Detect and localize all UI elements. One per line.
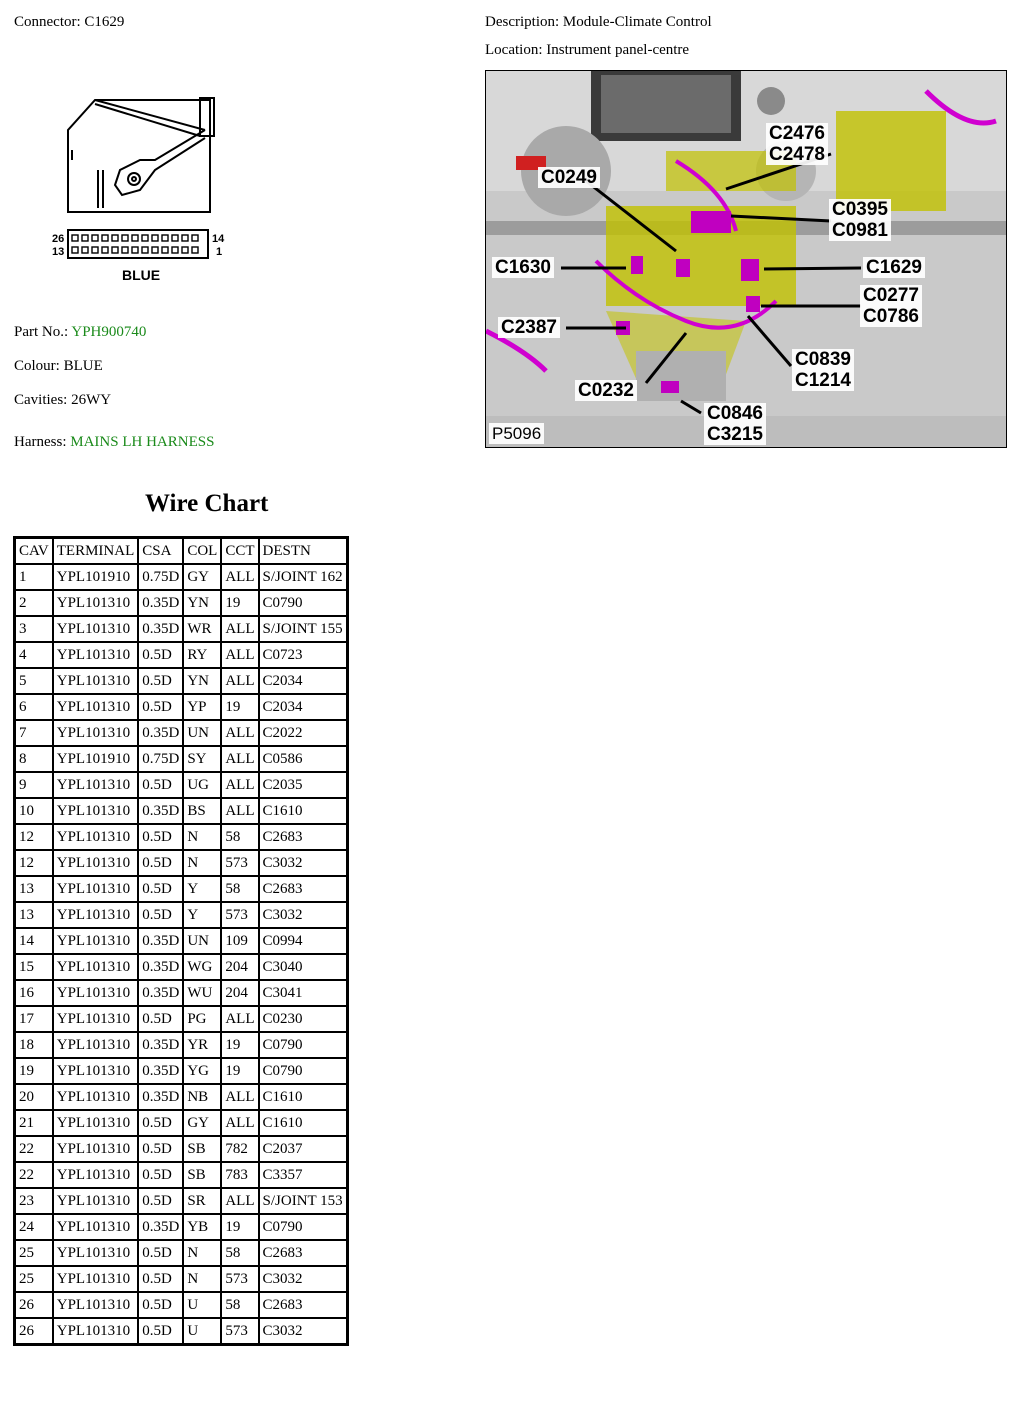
drawing-colour-text: BLUE: [122, 267, 161, 283]
cell-col: RY: [183, 642, 221, 668]
cell-col: UN: [183, 928, 221, 954]
colour-label: Colour:: [14, 358, 60, 374]
cell-cct: 19: [221, 1032, 258, 1058]
cell-terminal: YPL101310: [53, 772, 139, 798]
location-value: Instrument panel-centre: [546, 42, 690, 58]
cell-col: SB: [183, 1162, 221, 1188]
cell-col: N: [183, 1240, 221, 1266]
cell-cav: 19: [15, 1058, 53, 1084]
cell-cct: 19: [221, 1214, 258, 1240]
cell-col: SB: [183, 1136, 221, 1162]
cell-col: NB: [183, 1084, 221, 1110]
cell-terminal: YPL101310: [53, 928, 139, 954]
cell-csa: 0.5D: [138, 642, 183, 668]
table-row: [15, 564, 348, 590]
cell-terminal: YPL101310: [53, 1214, 139, 1240]
cell-col: U: [183, 1318, 221, 1345]
harness-line: [14, 434, 214, 451]
cell-destn: C3357: [259, 1162, 348, 1188]
cell-csa: 0.35D: [138, 954, 183, 980]
cell-col: WR: [183, 616, 221, 642]
pin-label-13: 13: [52, 246, 65, 258]
part-number-link[interactable]: YPH900740: [71, 324, 147, 340]
cell-terminal: YPL101310: [53, 1136, 139, 1162]
cell-col: GY: [183, 564, 221, 590]
cell-cav: 1: [15, 564, 53, 590]
cell-destn: C2683: [259, 1240, 348, 1266]
cell-terminal: YPL101310: [53, 720, 139, 746]
cavities-value: 26WY: [71, 392, 112, 408]
cell-col: SR: [183, 1188, 221, 1214]
cell-destn: C3032: [259, 902, 348, 928]
cell-csa: 0.35D: [138, 616, 183, 642]
colour-value: BLUE: [63, 358, 103, 374]
header-cct: CCT: [221, 538, 258, 565]
connector-drawing: [50, 90, 230, 290]
cell-csa: 0.5D: [138, 1240, 183, 1266]
cell-destn: S/JOINT 153: [259, 1188, 348, 1214]
cell-destn: C0994: [259, 928, 348, 954]
cell-cav: 7: [15, 720, 53, 746]
table-row: [15, 824, 348, 850]
cell-csa: 0.5D: [138, 668, 183, 694]
cell-cav: 23: [15, 1188, 53, 1214]
cell-cct: 58: [221, 1240, 258, 1266]
callout-text: C0839 C1214: [795, 349, 851, 391]
cell-cav: 3: [15, 616, 53, 642]
cell-terminal: YPL101310: [53, 1188, 139, 1214]
cell-cav: 12: [15, 824, 53, 850]
cell-cct: 58: [221, 876, 258, 902]
cell-cav: 13: [15, 902, 53, 928]
table-row: [15, 850, 348, 876]
cell-destn: C0790: [259, 1214, 348, 1240]
cell-cav: 15: [15, 954, 53, 980]
cell-cav: 24: [15, 1214, 53, 1240]
cell-terminal: YPL101310: [53, 616, 139, 642]
table-row: [15, 772, 348, 798]
cell-cav: 12: [15, 850, 53, 876]
harness-label: Harness:: [14, 434, 67, 450]
cell-cav: 16: [15, 980, 53, 1006]
cell-csa: 0.5D: [138, 850, 183, 876]
part-line: [14, 324, 146, 341]
cell-cct: 782: [221, 1136, 258, 1162]
cell-cct: ALL: [221, 1188, 258, 1214]
cell-csa: 0.5D: [138, 772, 183, 798]
table-row: [15, 668, 348, 694]
cell-cct: ALL: [221, 642, 258, 668]
cell-cav: 5: [15, 668, 53, 694]
photo-background: [486, 71, 1006, 447]
cell-csa: 0.75D: [138, 746, 183, 772]
cell-terminal: YPL101310: [53, 1266, 139, 1292]
cell-cav: 10: [15, 798, 53, 824]
cell-destn: C0790: [259, 1032, 348, 1058]
cell-cct: ALL: [221, 746, 258, 772]
cell-csa: 0.35D: [138, 1058, 183, 1084]
callout-text: C2476 C2478: [769, 123, 825, 165]
table-row: [15, 876, 348, 902]
colour-line: [14, 358, 103, 375]
cell-cav: 22: [15, 1136, 53, 1162]
cell-destn: C2683: [259, 824, 348, 850]
callout-c0395-c0981: [829, 199, 891, 241]
table-row: [15, 1058, 348, 1084]
cell-terminal: YPL101310: [53, 954, 139, 980]
cell-cct: ALL: [221, 772, 258, 798]
cell-csa: 0.5D: [138, 1188, 183, 1214]
location-line: [485, 42, 689, 59]
cell-destn: C1610: [259, 1110, 348, 1136]
cell-col: UG: [183, 772, 221, 798]
cell-cct: 573: [221, 1266, 258, 1292]
callout-text: C0232: [578, 380, 634, 401]
callout-text: C1630: [495, 257, 551, 278]
cell-cav: 8: [15, 746, 53, 772]
cell-csa: 0.5D: [138, 824, 183, 850]
cell-csa: 0.5D: [138, 876, 183, 902]
cell-destn: S/JOINT 162: [259, 564, 348, 590]
cell-destn: C2035: [259, 772, 348, 798]
callout-c0232: [575, 380, 637, 401]
cell-terminal: YPL101310: [53, 1006, 139, 1032]
cell-csa: 0.75D: [138, 564, 183, 590]
table-row: [15, 928, 348, 954]
cell-terminal: YPL101310: [53, 980, 139, 1006]
cell-terminal: YPL101310: [53, 668, 139, 694]
cell-csa: 0.5D: [138, 1162, 183, 1188]
cell-cav: 22: [15, 1162, 53, 1188]
callout-c0846-c3215: [704, 403, 766, 445]
table-row: [15, 1188, 348, 1214]
table-row: [15, 1318, 348, 1345]
callout-text: C1629: [866, 257, 922, 278]
cell-terminal: YPL101310: [53, 902, 139, 928]
cell-col: PG: [183, 1006, 221, 1032]
header-destn: DESTN: [259, 538, 348, 565]
header-col: COL: [183, 538, 221, 565]
cell-cav: 21: [15, 1110, 53, 1136]
cell-destn: C2022: [259, 720, 348, 746]
cell-col: YR: [183, 1032, 221, 1058]
table-header-row: [15, 538, 348, 565]
callout-c0839-c1214: [792, 349, 854, 391]
cell-col: N: [183, 1266, 221, 1292]
cell-col: YN: [183, 590, 221, 616]
harness-link[interactable]: MAINS LH HARNESS: [70, 434, 215, 450]
cell-destn: C0586: [259, 746, 348, 772]
cell-destn: C3032: [259, 850, 348, 876]
cell-terminal: YPL101310: [53, 824, 139, 850]
cell-destn: C0723: [259, 642, 348, 668]
cell-terminal: YPL101310: [53, 1084, 139, 1110]
cell-cav: 17: [15, 1006, 53, 1032]
cavities-label: Cavities:: [14, 392, 68, 408]
cell-destn: C3032: [259, 1318, 348, 1345]
cell-cav: 13: [15, 876, 53, 902]
cell-col: YP: [183, 694, 221, 720]
cell-destn: C3032: [259, 1266, 348, 1292]
cell-destn: C3041: [259, 980, 348, 1006]
table-row: [15, 954, 348, 980]
table-row: [15, 1240, 348, 1266]
header-terminal: TERMINAL: [53, 538, 139, 565]
cell-csa: 0.5D: [138, 1318, 183, 1345]
table-row: [15, 694, 348, 720]
cell-col: SY: [183, 746, 221, 772]
cell-cav: 26: [15, 1318, 53, 1345]
cell-csa: 0.35D: [138, 798, 183, 824]
pin-label-14: 14: [212, 233, 225, 245]
table-row: [15, 798, 348, 824]
cell-cct: ALL: [221, 616, 258, 642]
cell-cav: 14: [15, 928, 53, 954]
callout-c1629: [863, 257, 925, 278]
cell-cct: 204: [221, 954, 258, 980]
table-row: [15, 746, 348, 772]
photo-id: [489, 423, 544, 444]
cell-cct: 19: [221, 694, 258, 720]
cell-csa: 0.35D: [138, 1032, 183, 1058]
cell-csa: 0.5D: [138, 902, 183, 928]
cell-csa: 0.5D: [138, 1110, 183, 1136]
cell-terminal: YPL101310: [53, 1240, 139, 1266]
table-row: [15, 902, 348, 928]
wire-chart-table: [13, 536, 349, 1346]
cell-col: GY: [183, 1110, 221, 1136]
cell-csa: 0.35D: [138, 980, 183, 1006]
cell-cav: 4: [15, 642, 53, 668]
cell-terminal: YPL101310: [53, 1318, 139, 1345]
cell-cct: ALL: [221, 1006, 258, 1032]
cell-cct: 573: [221, 902, 258, 928]
table-row: [15, 1032, 348, 1058]
pin-label-1: 1: [216, 246, 223, 258]
table-row: [15, 642, 348, 668]
cell-cct: ALL: [221, 564, 258, 590]
cell-col: UN: [183, 720, 221, 746]
table-row: [15, 616, 348, 642]
cell-destn: C2683: [259, 876, 348, 902]
callout-c1630: [492, 257, 554, 278]
table-row: [15, 590, 348, 616]
cell-terminal: YPL101910: [53, 746, 139, 772]
table-row: [15, 1162, 348, 1188]
callout-c2387: [498, 317, 560, 338]
cell-terminal: YPL101310: [53, 694, 139, 720]
cell-terminal: YPL101310: [53, 1058, 139, 1084]
cell-cct: 19: [221, 1058, 258, 1084]
cell-terminal: YPL101310: [53, 798, 139, 824]
cell-destn: C2037: [259, 1136, 348, 1162]
cell-col: YB: [183, 1214, 221, 1240]
table-row: [15, 1292, 348, 1318]
callout-text: C0277 C0786: [863, 285, 919, 327]
cell-cct: 109: [221, 928, 258, 954]
cell-terminal: YPL101310: [53, 1032, 139, 1058]
cell-col: YN: [183, 668, 221, 694]
table-row: [15, 980, 348, 1006]
cell-col: N: [183, 824, 221, 850]
cell-col: WU: [183, 980, 221, 1006]
cell-col: Y: [183, 902, 221, 928]
callout-text: C0846 C3215: [707, 403, 763, 445]
cell-destn: C0790: [259, 590, 348, 616]
cell-terminal: YPL101310: [53, 850, 139, 876]
cell-destn: C3040: [259, 954, 348, 980]
callout-text: C0249: [541, 167, 597, 188]
callout-c0277-c0786: [860, 285, 922, 327]
cell-cav: 2: [15, 590, 53, 616]
photo-id-text: P5096: [492, 424, 542, 443]
cell-terminal: YPL101910: [53, 564, 139, 590]
callout-c2476-c2478: [766, 123, 828, 165]
cell-cct: 573: [221, 1318, 258, 1345]
connector-value: C1629: [84, 14, 125, 30]
callout-text: C0395 C0981: [832, 199, 888, 241]
cell-cav: 18: [15, 1032, 53, 1058]
pin-label-26: 26: [52, 233, 65, 245]
cell-destn: C0230: [259, 1006, 348, 1032]
cell-terminal: YPL101310: [53, 1110, 139, 1136]
description-label: Description:: [485, 14, 560, 30]
cell-cav: 20: [15, 1084, 53, 1110]
cell-csa: 0.35D: [138, 1084, 183, 1110]
cell-csa: 0.5D: [138, 1136, 183, 1162]
cell-cav: 25: [15, 1240, 53, 1266]
table-row: [15, 1084, 348, 1110]
callout-text: C2387: [501, 317, 557, 338]
cell-cct: 783: [221, 1162, 258, 1188]
cell-destn: S/JOINT 155: [259, 616, 348, 642]
callout-c0249: [538, 167, 600, 188]
cell-terminal: YPL101310: [53, 1162, 139, 1188]
wire-chart-body: [15, 564, 348, 1345]
connector-label: Connector:: [14, 14, 81, 30]
cell-col: YG: [183, 1058, 221, 1084]
cell-cct: ALL: [221, 1084, 258, 1110]
cell-col: Y: [183, 876, 221, 902]
location-label: Location:: [485, 42, 543, 58]
connector-line: [14, 14, 124, 31]
cell-destn: C2034: [259, 694, 348, 720]
description-line: [485, 14, 712, 31]
table-row: [15, 1110, 348, 1136]
cell-col: N: [183, 850, 221, 876]
table-row: [15, 1136, 348, 1162]
cell-col: BS: [183, 798, 221, 824]
cell-cct: 58: [221, 1292, 258, 1318]
cell-destn: C0790: [259, 1058, 348, 1084]
cell-csa: 0.5D: [138, 694, 183, 720]
cell-destn: C1610: [259, 1084, 348, 1110]
part-label: Part No.:: [14, 324, 69, 340]
cell-csa: 0.35D: [138, 720, 183, 746]
cell-cct: 19: [221, 590, 258, 616]
cell-col: U: [183, 1292, 221, 1318]
cell-cct: ALL: [221, 1110, 258, 1136]
cell-cav: 26: [15, 1292, 53, 1318]
table-row: [15, 1006, 348, 1032]
cell-terminal: YPL101310: [53, 590, 139, 616]
table-row: [15, 720, 348, 746]
cell-terminal: YPL101310: [53, 876, 139, 902]
cell-cav: 6: [15, 694, 53, 720]
table-row: [15, 1214, 348, 1240]
description-value: Module-Climate Control: [562, 14, 712, 30]
cell-csa: 0.5D: [138, 1292, 183, 1318]
cell-destn: C1610: [259, 798, 348, 824]
cell-csa: 0.5D: [138, 1006, 183, 1032]
cell-cav: 9: [15, 772, 53, 798]
location-photo: [485, 70, 1007, 448]
cell-col: WG: [183, 954, 221, 980]
cell-cct: 573: [221, 850, 258, 876]
cell-cct: ALL: [221, 798, 258, 824]
cell-terminal: YPL101310: [53, 1292, 139, 1318]
cell-terminal: YPL101310: [53, 642, 139, 668]
cell-cct: 58: [221, 824, 258, 850]
header-csa: CSA: [138, 538, 183, 565]
cell-cav: 25: [15, 1266, 53, 1292]
cell-csa: 0.35D: [138, 590, 183, 616]
cell-cct: ALL: [221, 668, 258, 694]
cell-csa: 0.35D: [138, 928, 183, 954]
cell-destn: C2034: [259, 668, 348, 694]
header-cav: CAV: [15, 538, 53, 565]
cell-cct: 204: [221, 980, 258, 1006]
cell-csa: 0.35D: [138, 1214, 183, 1240]
cavities-line: [14, 392, 111, 409]
table-row: [15, 1266, 348, 1292]
wire-chart-title: Wire Chart: [145, 490, 269, 517]
cell-csa: 0.5D: [138, 1266, 183, 1292]
cell-cct: ALL: [221, 720, 258, 746]
cell-destn: C2683: [259, 1292, 348, 1318]
